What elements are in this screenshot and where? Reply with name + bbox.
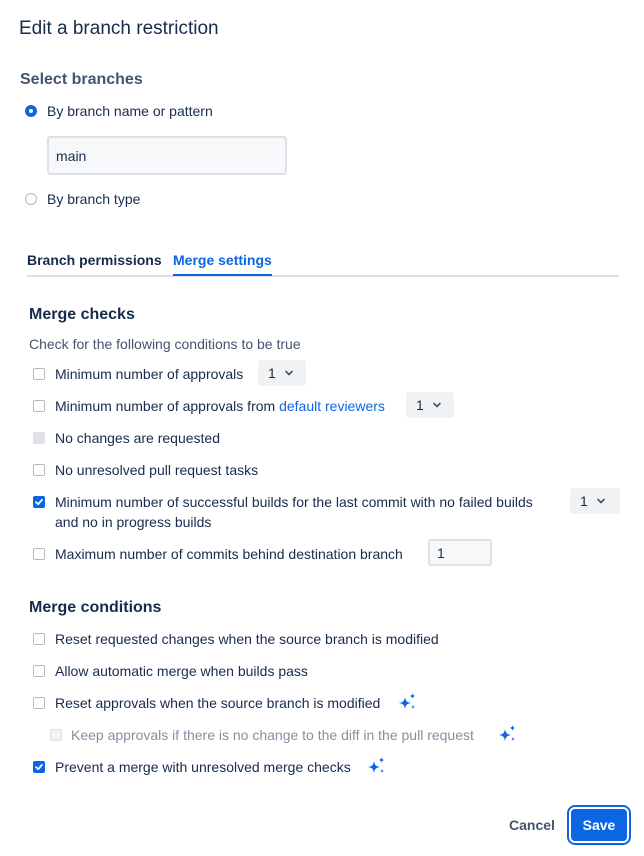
auto-merge-label: Allow automatic merge when builds pass	[55, 663, 308, 679]
reset-requested-changes-label: Reset requested changes when the source branch is modified	[55, 631, 439, 647]
merge-checks-heading: Merge checks	[29, 306, 135, 323]
checkbox-min-approvals-default-reviewers[interactable]	[33, 400, 45, 412]
branch-pattern-input[interactable]	[47, 136, 287, 175]
keep-approvals-label: Keep approvals if there is no change to the diff in the pull request	[71, 727, 474, 743]
min-approvals-default-reviewers-prefix: Minimum number of approvals from	[55, 398, 276, 414]
checkmark-icon	[34, 762, 44, 772]
checkbox-reset-approvals[interactable]	[33, 697, 45, 709]
min-approvals-select[interactable]	[258, 360, 306, 386]
branch-pattern-value: main	[56, 147, 87, 164]
radio-branch-type[interactable]	[25, 193, 37, 205]
tab-merge-settings[interactable]: Merge settings	[173, 252, 272, 268]
min-approvals-default-reviewers-select-value: 1	[416, 397, 424, 413]
max-commits-behind-value: 1	[437, 544, 445, 561]
radio-branch-pattern-label[interactable]: By branch name or pattern	[47, 103, 213, 119]
no-unresolved-tasks-label: No unresolved pull request tasks	[55, 462, 259, 478]
active-tab-indicator	[173, 274, 272, 276]
checkbox-reset-requested-changes[interactable]	[33, 633, 45, 645]
min-approvals-select-value: 1	[268, 365, 276, 381]
prevent-merge-unresolved-label: Prevent a merge with unresolved merge checks	[55, 759, 351, 775]
save-button[interactable]: Save	[571, 809, 627, 841]
merge-conditions-heading: Merge conditions	[29, 599, 162, 616]
checkbox-max-commits-behind[interactable]	[33, 548, 45, 560]
no-changes-requested-label: No changes are requested	[55, 430, 220, 446]
ai-sparkle-icon	[396, 691, 418, 713]
min-approvals-label: Minimum number of approvals	[55, 366, 244, 382]
radio-branch-pattern[interactable]	[25, 105, 37, 117]
default-reviewers-link[interactable]: default reviewers	[279, 398, 385, 414]
checkbox-min-approvals[interactable]	[33, 368, 45, 380]
checkbox-no-unresolved-tasks[interactable]	[33, 464, 45, 476]
checkbox-min-successful-builds[interactable]	[33, 496, 45, 508]
min-successful-builds-label-line1: Minimum number of successful builds for the last commit with no failed builds	[55, 494, 533, 510]
select-branches-label: Select branches	[20, 71, 143, 88]
checkmark-icon	[34, 497, 44, 507]
dialog-title: Edit a branch restriction	[19, 18, 219, 39]
ai-sparkle-icon	[496, 723, 518, 745]
min-successful-builds-select-value: 1	[580, 493, 588, 509]
cancel-button[interactable]: Cancel	[509, 817, 555, 833]
max-commits-behind-input[interactable]	[428, 539, 492, 566]
max-commits-behind-label: Maximum number of commits behind destination branch	[55, 546, 403, 562]
checkbox-keep-approvals[interactable]	[50, 729, 62, 741]
tabs-divider	[27, 275, 619, 277]
checkbox-prevent-merge-unresolved[interactable]	[33, 761, 45, 773]
checkbox-auto-merge[interactable]	[33, 665, 45, 677]
min-approvals-default-reviewers-select[interactable]	[406, 392, 454, 418]
chevron-down-icon	[596, 496, 606, 506]
ai-sparkle-icon	[365, 755, 387, 777]
min-successful-builds-select[interactable]	[570, 488, 620, 514]
chevron-down-icon	[432, 400, 442, 410]
radio-branch-type-label[interactable]: By branch type	[47, 191, 141, 207]
chevron-down-icon	[284, 368, 294, 378]
reset-approvals-label: Reset approvals when the source branch is modified	[55, 695, 381, 711]
checkbox-no-changes-requested[interactable]	[33, 432, 45, 444]
merge-checks-description: Check for the following conditions to be true	[29, 336, 301, 352]
min-successful-builds-label-line2: and no in progress builds	[55, 514, 212, 530]
tab-branch-permissions[interactable]: Branch permissions	[27, 252, 162, 268]
min-approvals-default-reviewers-label	[55, 398, 385, 414]
